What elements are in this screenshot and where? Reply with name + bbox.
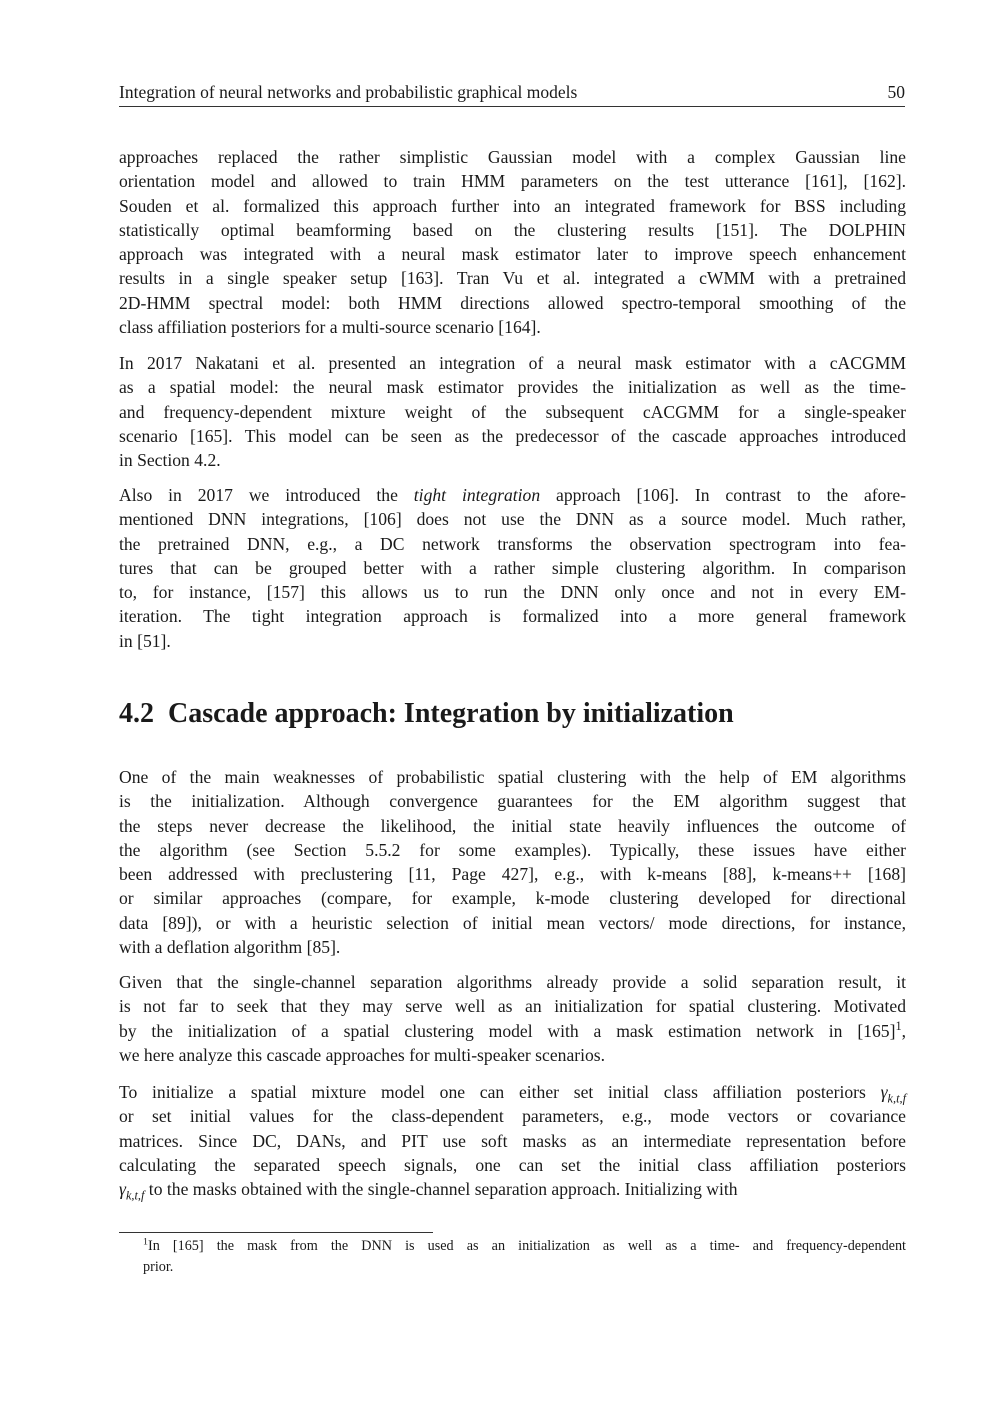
text-run: approach was integrated with a neural mask estimator later to improve speech enhancement	[119, 244, 906, 264]
text-line	[119, 242, 906, 266]
text-run: matrices. Since DC, DANs, and PIT use soft masks as an intermediate representation before	[119, 1130, 906, 1151]
text-run: In [165] the mask from the DNN is used as an initialization as well as a time- and frequency-dependent	[147, 1238, 906, 1254]
text-run: iteration. The tight integration approach is formalized into a more general framework	[119, 606, 906, 627]
text-line	[119, 448, 906, 472]
paragraph	[119, 765, 906, 959]
paragraph	[119, 145, 906, 339]
section-heading	[119, 698, 734, 730]
text-line	[119, 629, 906, 653]
text-run: Given that the single-channel separation algorithms already provide a solid separation result, it	[119, 972, 906, 992]
text-line	[119, 935, 906, 959]
text-run: class affiliation posteriors for a multi-source scenario [164].	[119, 316, 541, 337]
text-run: to, for instance, [157] this allows us to run the DNN only once and not in every EM-	[119, 582, 906, 602]
text-line	[119, 765, 906, 789]
text-line	[119, 1153, 906, 1177]
page-number: 50	[887, 82, 905, 102]
text-run: To initialize a spatial mixture model one can either set initial class affiliation posteriors	[119, 1082, 881, 1102]
section-title: Cascade approach: Integration by initialization	[168, 698, 734, 729]
text-line	[119, 532, 906, 556]
math-symbol: γ	[880, 1082, 888, 1102]
text-line	[119, 483, 906, 507]
text-line	[119, 424, 906, 448]
emphasis: tight integration	[413, 485, 541, 505]
text-line	[119, 1177, 906, 1201]
math-symbol: γ	[119, 1179, 126, 1199]
text-run: by the initialization of a spatial clustering model with a mask estimation network in [165]	[119, 1020, 896, 1041]
text-run: data [89]), or with a heuristic selection of initial mean vectors/ mode directions, for instance,	[119, 912, 906, 933]
text-line	[119, 194, 906, 218]
text-line	[119, 1080, 906, 1104]
text-run: with a deflation algorithm [85].	[119, 936, 341, 957]
text-run: approach [106]. In contrast to the afore-	[540, 485, 906, 505]
text-line	[119, 862, 906, 886]
text-line	[143, 1257, 906, 1278]
paragraph	[119, 970, 906, 1067]
footnote-marker: 1	[895, 1018, 902, 1033]
text-line	[119, 1129, 906, 1153]
text-run: we here analyze this cascade approaches for multi-speaker scenarios.	[119, 1044, 606, 1065]
text-line	[119, 218, 906, 242]
text-run: the algorithm (see Section 5.5.2 for some examples). Typically, these issues have either	[119, 839, 906, 860]
text-line	[119, 507, 906, 531]
text-line	[119, 375, 906, 399]
text-line	[119, 1019, 906, 1043]
paragraph	[119, 483, 906, 653]
text-run: results in a single speaker setup [163]. Tran Vu et al. integrated a cWMM with a pretrained	[119, 268, 906, 289]
text-run: Also in 2017 we introduced the	[119, 485, 414, 505]
text-run: 2D-HMM spectral model: both HMM directions allowed spectro-temporal smoothing of the	[119, 292, 906, 313]
text-run: the pretrained DNN, e.g., a DC network transforms the observation spectrogram into fea-	[119, 533, 906, 554]
running-header	[119, 80, 905, 107]
text-line	[119, 1104, 906, 1128]
footnote-marker: 1	[143, 1236, 148, 1248]
text-run: is the initialization. Although convergence guarantees for the EM algorithm suggest that	[119, 791, 906, 812]
paragraph	[119, 351, 906, 472]
text-line	[119, 1043, 906, 1067]
footnote-rule	[119, 1232, 433, 1233]
text-line	[119, 814, 906, 838]
text-line	[119, 789, 906, 813]
text-run: is not far to seek that they may serve well as an initialization for spatial clustering. Motivated	[119, 996, 906, 1017]
text-line	[119, 556, 906, 580]
text-run: to the masks obtained with the single-channel separation approach. Initializing with	[144, 1179, 738, 1199]
text-run: or set initial values for the class-dependent parameters, e.g., mode vectors or covariance	[119, 1106, 906, 1127]
text-run: been addressed with preclustering [11, Page 427], e.g., with k-means [88], k-means++ [168]	[119, 864, 906, 884]
text-line	[119, 604, 906, 628]
text-line	[119, 291, 906, 315]
text-run: scenario [165]. This model can be seen as the predecessor of the cascade approaches introduced	[119, 425, 906, 446]
text-line	[119, 994, 906, 1018]
text-run: ,	[901, 1020, 906, 1041]
text-line	[143, 1236, 906, 1257]
text-run: orientation model and allowed to train HMM parameters on the test utterance [161], [162].	[119, 171, 906, 192]
text-run: prior.	[143, 1259, 174, 1275]
text-run: calculating the separated speech signals, one can set the initial class affiliation posteriors	[119, 1154, 906, 1175]
text-run: Souden et al. formalized this approach further into an integrated framework for BSS including	[119, 195, 906, 216]
text-line	[119, 266, 906, 290]
text-line	[119, 970, 906, 994]
text-run: and frequency-dependent mixture weight of the subsequent cACGMM for a single-speaker	[119, 401, 906, 422]
text-line	[119, 169, 906, 193]
section-number: 4.2	[119, 698, 154, 729]
text-line	[119, 145, 906, 169]
text-run: or similar approaches (compare, for example, k-mode clustering developed for directional	[119, 888, 906, 909]
text-run: in [51].	[119, 630, 171, 651]
text-run: in Section 4.2.	[119, 450, 221, 470]
text-line	[119, 886, 906, 910]
text-run: the steps never decrease the likelihood, the initial state heavily influences the outcome of	[119, 815, 906, 836]
text-line	[119, 911, 906, 935]
text-run: In 2017 Nakatani et al. presented an integration of a neural mask estimator with a cACGMM	[119, 353, 906, 373]
text-run: One of the main weaknesses of probabilistic spatial clustering with the help of EM algorithms	[119, 767, 906, 787]
text-line	[119, 838, 906, 862]
text-run: mentioned DNN integrations, [106] does not use the DNN as a source model. Much rather,	[119, 509, 906, 530]
paragraph	[119, 1080, 906, 1201]
text-line	[119, 315, 906, 339]
text-run: approaches replaced the rather simplistic Gaussian model with a complex Gaussian line	[119, 147, 906, 167]
running-title: Integration of neural networks and probabilistic graphical models	[119, 82, 578, 102]
text-line	[119, 400, 906, 424]
math-subscript: k,t,f	[887, 1091, 906, 1106]
text-run: tures that can be grouped better with a rather simple clustering algorithm. In comparison	[119, 557, 906, 578]
text-run: statistically optimal beamforming based on the clustering results [151]. The DOLPHIN	[119, 219, 906, 240]
text-line	[119, 351, 906, 375]
math-subscript: k,t,f	[125, 1188, 145, 1203]
text-run: as a spatial model: the neural mask estimator provides the initialization as well as the time-	[119, 377, 906, 398]
text-line	[119, 580, 906, 604]
footnote	[143, 1236, 906, 1278]
